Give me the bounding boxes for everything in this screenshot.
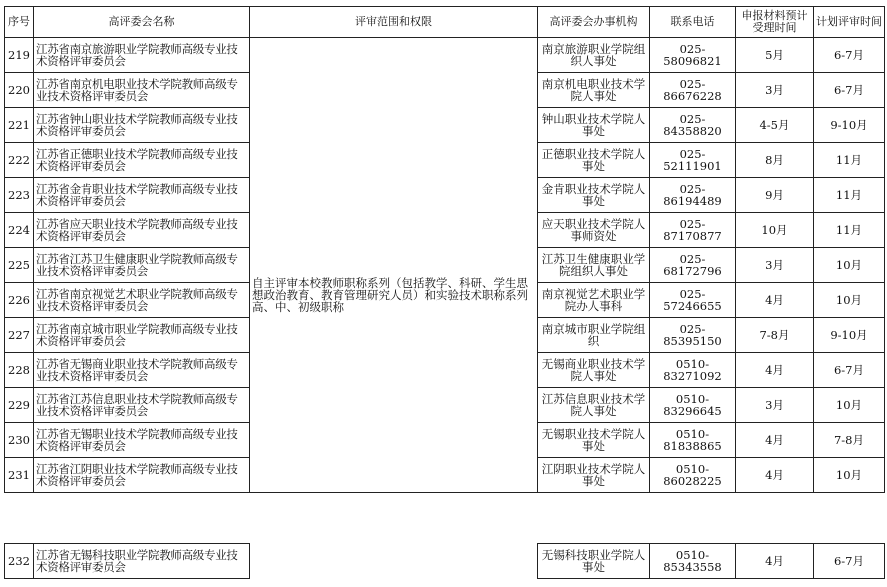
cell-scope-empty (250, 544, 538, 579)
cell-office: 南京机电职业技术学院人事处 (538, 73, 650, 108)
cell-office: 无锡科技职业学院人事处 (538, 544, 650, 579)
header-office: 高评委会办事机构 (538, 7, 650, 38)
cell-accept: 4-5月 (736, 108, 814, 143)
cell-no: 225 (5, 248, 34, 283)
review-committee-table-continued (4, 543, 885, 579)
cell-accept: 4月 (736, 423, 814, 458)
header-phone: 联系电话 (650, 7, 736, 38)
cell-accept: 7-8月 (736, 318, 814, 353)
cell-no: 228 (5, 353, 34, 388)
cell-office: 无锡职业技术学院人事处 (538, 423, 650, 458)
cell-plan: 9-10月 (814, 108, 885, 143)
cell-office: 南京旅游职业学院组织人事处 (538, 38, 650, 73)
cell-no: 224 (5, 213, 34, 248)
cell-name: 江苏省应天职业技术学院教师高级专业技术资格评审委员会 (34, 213, 250, 248)
cell-name: 江苏省南京视觉艺术职业学院教师高级专业技术资格评审委员会 (34, 283, 250, 318)
cell-accept: 4月 (736, 458, 814, 493)
cell-office: 江阴职业技术学院人事处 (538, 458, 650, 493)
cell-no: 219 (5, 38, 34, 73)
review-committee-table (4, 6, 885, 493)
cell-no: 230 (5, 423, 34, 458)
cell-office: 江苏卫生健康职业学院组织人事处 (538, 248, 650, 283)
cell-plan: 9-10月 (814, 318, 885, 353)
cell-no: 223 (5, 178, 34, 213)
cell-no: 231 (5, 458, 34, 493)
cell-phone: 025-58096821 (650, 38, 736, 73)
cell-office: 应天职业技术学院人事师资处 (538, 213, 650, 248)
cell-no: 232 (5, 544, 34, 579)
header-accept: 申报材料预计受理时间 (736, 7, 814, 38)
cell-office: 江苏信息职业技术学院人事处 (538, 388, 650, 423)
cell-accept: 4月 (736, 544, 814, 579)
cell-no: 221 (5, 108, 34, 143)
cell-name: 江苏省无锡商业职业技术学院教师高级专业技术资格评审委员会 (34, 353, 250, 388)
cell-phone: 025-86194489 (650, 178, 736, 213)
header-scope: 评审范围和权限 (250, 7, 538, 38)
cell-plan: 11月 (814, 213, 885, 248)
cell-accept: 8月 (736, 143, 814, 178)
cell-phone: 025-84358820 (650, 108, 736, 143)
header-row (5, 7, 885, 38)
cell-plan: 6-7月 (814, 353, 885, 388)
cell-name: 江苏省江苏信息职业技术学院教师高级专业技术资格评审委员会 (34, 388, 250, 423)
cell-name: 江苏省金肯职业技术学院教师高级专业技术资格评审委员会 (34, 178, 250, 213)
cell-office: 无锡商业职业技术学院人事处 (538, 353, 650, 388)
cell-no: 229 (5, 388, 34, 423)
cell-name: 江苏省南京旅游职业学院教师高级专业技术资格评审委员会 (34, 38, 250, 73)
cell-office: 南京城市职业学院组织 (538, 318, 650, 353)
cell-plan: 10月 (814, 248, 885, 283)
cell-name: 江苏省江阴职业技术学院教师高级专业技术资格评审委员会 (34, 458, 250, 493)
cell-name: 江苏省钟山职业技术学院教师高级专业技术资格评审委员会 (34, 108, 250, 143)
cell-plan: 11月 (814, 143, 885, 178)
cell-plan: 7-8月 (814, 423, 885, 458)
cell-phone: 0510-83296645 (650, 388, 736, 423)
cell-name: 江苏省南京城市职业学院教师高级专业技术资格评审委员会 (34, 318, 250, 353)
cell-office: 金肯职业技术学院人事处 (538, 178, 650, 213)
cell-phone: 0510-85343558 (650, 544, 736, 579)
cell-accept: 4月 (736, 353, 814, 388)
cell-no: 220 (5, 73, 34, 108)
cell-plan: 6-7月 (814, 38, 885, 73)
cell-phone: 025-87170877 (650, 213, 736, 248)
cell-accept: 3月 (736, 388, 814, 423)
cell-phone: 025-85395150 (650, 318, 736, 353)
cell-no: 226 (5, 283, 34, 318)
cell-plan: 6-7月 (814, 73, 885, 108)
cell-accept: 9月 (736, 178, 814, 213)
cell-name: 江苏省南京机电职业技术学院教师高级专业技术资格评审委员会 (34, 73, 250, 108)
cell-accept: 3月 (736, 248, 814, 283)
cell-plan: 10月 (814, 388, 885, 423)
header-plan: 计划评审时间 (814, 7, 885, 38)
cell-no: 227 (5, 318, 34, 353)
cell-office: 正德职业技术学院人事处 (538, 143, 650, 178)
cell-phone: 025-68172796 (650, 248, 736, 283)
header-name: 高评委会名称 (34, 7, 250, 38)
cell-accept: 4月 (736, 283, 814, 318)
cell-plan: 11月 (814, 178, 885, 213)
table-row (5, 38, 885, 73)
cell-office: 南京视觉艺术职业学院办人事科 (538, 283, 650, 318)
table-row (5, 544, 885, 579)
cell-plan: 10月 (814, 458, 885, 493)
cell-name: 江苏省无锡职业技术学院教师高级专业技术资格评审委员会 (34, 423, 250, 458)
cell-phone: 0510-86028225 (650, 458, 736, 493)
header-no: 序号 (5, 7, 34, 38)
cell-accept: 5月 (736, 38, 814, 73)
cell-phone: 025-57246655 (650, 283, 736, 318)
cell-name: 江苏省无锡科技职业学院教师高级专业技术资格评审委员会 (34, 544, 250, 579)
cell-plan: 6-7月 (814, 544, 885, 579)
cell-office: 钟山职业技术学院人事处 (538, 108, 650, 143)
cell-phone: 025-86676228 (650, 73, 736, 108)
cell-scope: 自主评审本校教师职称系列（包括教学、科研、学生思想政治教育、教育管理研究人员）和实验技术职称系列高、中、初级职称 (250, 38, 538, 493)
cell-plan: 10月 (814, 283, 885, 318)
cell-name: 江苏省正德职业技术学院教师高级专业技术资格评审委员会 (34, 143, 250, 178)
cell-phone: 0510-81838865 (650, 423, 736, 458)
cell-name: 江苏省江苏卫生健康职业学院教师高级专业技术资格评审委员会 (34, 248, 250, 283)
cell-phone: 0510-83271092 (650, 353, 736, 388)
cell-phone: 025-52111901 (650, 143, 736, 178)
cell-accept: 3月 (736, 73, 814, 108)
cell-no: 222 (5, 143, 34, 178)
cell-accept: 10月 (736, 213, 814, 248)
